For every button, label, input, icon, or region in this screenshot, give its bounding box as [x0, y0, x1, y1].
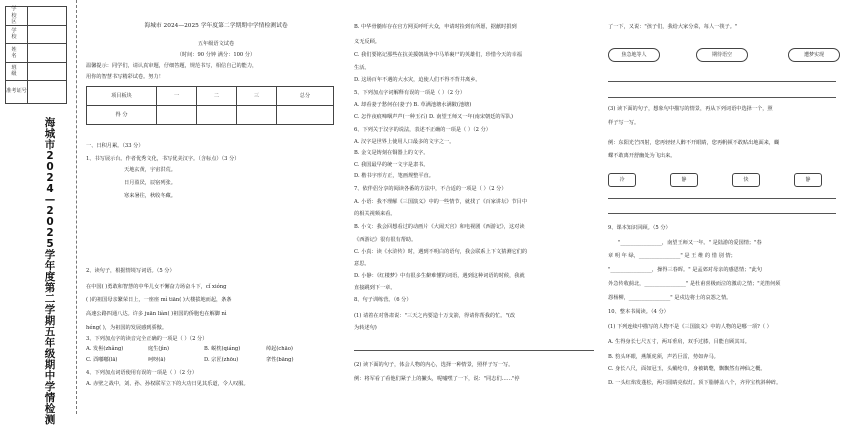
exam-title: 海城市 2024—2025 学年度第二学期期中学情检测试卷 [144, 23, 288, 29]
fill-blank-line: "________________，南望王师又一年。" 是陆游的爱国情；"春 [618, 240, 762, 246]
option-text: 绰起(chāo) [266, 346, 293, 352]
word-choice-box: 快 [732, 173, 760, 187]
word-choice-box: 静 [794, 173, 822, 187]
fill-blank-line: 章 明 年 绿，________________" 是 王 维 的 惜 别 情； [608, 253, 736, 259]
option-text: 挛性(bāng) [266, 357, 294, 363]
score-header-row [87, 87, 334, 106]
example-text: 例：将军看了看他们紧子上的撇头，呢嘘嘿了一下，说："同志们……"停 [354, 376, 520, 382]
answer-line[interactable] [608, 97, 836, 98]
info-label: 准考证号 [6, 81, 28, 103]
option-text: B. 小文：我会回想看过的动画片《大闹天宫》和电视剧《西游记》，这对读 [354, 224, 525, 230]
info-row [6, 26, 66, 45]
fill-blank-line: 外急传收蓟北，________________" 是杜甫喜极而泣的激动之情；"羌笛何须 [608, 281, 781, 287]
option-text: A. 生得身长七尺五寸，两耳垂肩，双手过膝，目能自顾其耳。 [608, 339, 750, 345]
option-text: A. 赤壁之战中，刘、孙、孙权联军立下的大功日见其乐道，令人叹服。 [86, 381, 249, 387]
info-value-field[interactable] [28, 81, 66, 103]
option-text: A. 汉字是世界上使用人口最多的文字之一。 [354, 139, 455, 145]
score-header: 总分 [277, 87, 334, 106]
tip-text: 用你的智慧书写精彩试卷。努力！ [86, 74, 164, 80]
option-text: 庭生(jìn) [148, 346, 170, 352]
option-text: 直接跳到下一章。 [354, 285, 396, 291]
info-label: 班 级 [6, 63, 28, 81]
poem-line: 天地玄黄，宇宙洪荒。 [124, 167, 176, 173]
example-text: 了一下，又说："孩子们，我给大家分菜，每人一筷子。" [608, 24, 738, 30]
poem-line: 日月盈昃，辰宿列张。 [124, 180, 176, 186]
question-text: héng( )，为祖国的发展感到骄傲。 [86, 325, 168, 331]
exam-time-line: （时间：90 分钟 满分：100 分） [176, 52, 256, 58]
example-text: 例：东阳光芒四射，您再轻轻人醉不开眼睛，您再帆顿不敢贴出地面来，蝴 [608, 140, 780, 146]
column-3 [608, 0, 852, 414]
fill-blank-line: "________________，操得三春晖。" 是孟郊对母亲的感恩情；"此句 [608, 267, 763, 273]
student-info-table [5, 6, 67, 104]
option-text: 意思。 [354, 261, 370, 267]
option-text: C. 我们要铭记那些在抗美援朝战争中马革裹尸的英雄们，珍惜今天的幸福 [354, 52, 522, 58]
binding-dashed-line [76, 0, 77, 414]
score-table [86, 86, 334, 125]
question-text: 样子写一写。 [608, 120, 640, 126]
option-text: A. 小语：我不理解《三国演义》中的一些情节，就找了《百家讲坛》节目中 [354, 199, 528, 205]
scenario-box: 期待语空 [696, 48, 748, 62]
option-text: A. 却看妻子愁何在(妻子) B. 草满池塘水满陂(池塘) [354, 102, 472, 108]
fill-blank-line: 怨杨柳，________________" 是戍边将士的哀怨之情。 [608, 295, 732, 301]
score-cell[interactable] [277, 106, 334, 125]
info-label: 姓 名 [6, 44, 28, 62]
question-text: ( )的祖国母亲繁荣日上，一座座 mì tiān( )大楼拔地而起，条条 [86, 297, 232, 303]
question-text: 5、下列加点字词解释有误的一项是（ ）（2 分） [354, 90, 466, 96]
option-text: 义无反顾。 [354, 39, 380, 45]
info-value-field[interactable] [28, 7, 66, 25]
info-value-field[interactable] [28, 26, 66, 44]
info-value-field[interactable] [28, 63, 66, 81]
question-text: (1) 请着在对鲁肃说："三天之内要造十万支箭，得请你帮我的忙。"(改 [354, 313, 516, 319]
question-text: 1、书写展示台。作者优秀文化，书写优美汉字。（含标点）（3 分） [86, 156, 240, 162]
answer-line[interactable] [608, 213, 836, 214]
option-text: 生活。 [354, 65, 370, 71]
info-row [6, 44, 66, 63]
tip-text: 温馨提示：同学们，请认真审题，仔细答题，规范书写，相信自己的能力， [86, 63, 258, 69]
info-row [6, 81, 66, 103]
score-header: 二 [197, 87, 237, 106]
question-text: 为转述句) [354, 325, 377, 331]
question-text: 3、下列加点字的读音完全正确的一项是（ ）（2 分） [86, 336, 208, 342]
info-label: 学 校 区 [6, 7, 28, 25]
option-text: 的相关视频来看。 [354, 211, 396, 217]
score-value-row [87, 106, 334, 125]
option-text: C. 我国最早的统一文字是隶书。 [354, 162, 429, 168]
question-text: 7、依伴侣分享的阅读各番的方法中，不合适的一项是（ ）（2 分） [354, 186, 507, 192]
question-text: 8、句子训练营。（6 分） [354, 297, 412, 303]
scenario-box: 遭梦实现 [788, 48, 840, 62]
info-value-field[interactable] [28, 44, 66, 62]
answer-line[interactable] [354, 350, 594, 351]
vertical-exam-title: 海城市2024—2025学年度第二学期五年级期中学情检测 [44, 117, 56, 426]
score-cell[interactable] [237, 106, 277, 125]
column-1 [86, 0, 346, 414]
score-header: 三 [237, 87, 277, 106]
option-text: C. 酉嘟嘟(lā) [86, 357, 118, 363]
option-text: C. 小真：读《水浒传》时，遇到不明白的语句，我会联系上下文猜测它们的 [354, 249, 528, 255]
question-text: (2) 读下面的句子，体会人物的内心，选择一种情景，照样子写一写。 [354, 362, 514, 368]
option-text: 呵呀(ā) [148, 357, 166, 363]
example-text: 蝶不敢离开舒幽处为飞出来。 [608, 153, 676, 159]
score-cell[interactable] [197, 106, 237, 125]
option-text: C. 怎作夜痕啼咽声声(一种玉石) D. 南望王师又一年(南宋朝廷的军队) [354, 114, 513, 120]
option-text: D. 楷书字形方正，笔画规整平直。 [354, 173, 434, 179]
option-text: A. 发髻(zhǎng) [86, 346, 124, 352]
question-text: 9、课本知识回顾。（5 分） [608, 225, 671, 231]
question-text: 10、整本书阅读。（4 分） [608, 309, 669, 315]
exam-subtitle: 五年级语文试卷 [197, 41, 235, 47]
option-text: B. 豹头环眼，燕颔虎须，声若巨雷，势如奔马。 [608, 354, 719, 360]
option-text: D. 宗匠(zhōu) [204, 357, 239, 363]
question-text: 2、读句子，根据情境写词语。（5 分） [86, 268, 175, 274]
info-label: 学 校 [6, 26, 28, 44]
word-choice-box: 冷 [608, 173, 636, 187]
score-header: 项目板块 [87, 87, 157, 106]
word-choice-box: 静 [670, 173, 698, 187]
question-text: 4、下列加点词语使用有误的一项是（ ）（2 分） [86, 370, 198, 376]
answer-line[interactable] [608, 198, 836, 199]
option-text: B. 蜕枕(qiáng) [204, 346, 241, 352]
section-heading: 一、日积月累。（33 分） [86, 143, 144, 149]
scenario-box: 焦急地等人 [608, 48, 660, 62]
question-text: (1) 下列连续中描写的人物不是《三国演义》中的人物的是哪一项?（ ） [608, 324, 772, 330]
option-text: B. 中华骨髓库存在官方网页呼吁大众，申请时捡到有所愿，据献时捐到 [354, 24, 517, 30]
question-text: (3) 读下面的句子，想象句中描写的情景，再从下列词语中选择一个，照 [608, 106, 773, 112]
option-text: D. 小静：《红楼梦》中有很多生僻难懂的词语，遇到这种词语的时候，我就 [354, 273, 525, 279]
score-cell[interactable] [157, 106, 197, 125]
poem-line: 寒来暑往，秋收冬藏。 [124, 193, 176, 199]
column-2 [354, 0, 600, 414]
score-row-label: 得 分 [87, 106, 157, 125]
info-row [6, 63, 66, 82]
score-header: 一 [157, 87, 197, 106]
option-text: D. 这场百年不遇的大水灾，迫使人们不得不背井离乡。 [354, 77, 481, 83]
question-text: 在中国( )勇敢和智慧的中华儿女不懈奋力场奋斗下，cǐ xióng [86, 284, 227, 290]
option-text: D. 一头红焰发蓬松，两只圆睛亮似灯。顶下脂膊盖八个，齐异宝枕斜种砗。 [608, 380, 782, 386]
option-text: C. 身长八尺，面如冠玉，头戴纶巾，身被鹤氅，飘飘然有神仙之概。 [608, 366, 766, 372]
question-text: 6、下列关于汉字的说法，表述不正确的一项是（ ）（2 分） [354, 127, 491, 133]
info-row [6, 7, 66, 26]
option-text: B. 金文是铸刻在铜器上的文字。 [354, 150, 429, 156]
question-text: 高速公路四通八达。许多 juān liàn( )祖国的侨胞也在解脚 nì [86, 311, 227, 317]
answer-line[interactable] [608, 81, 836, 82]
option-text: 《西游记》很有很有帮助。 [354, 237, 417, 243]
